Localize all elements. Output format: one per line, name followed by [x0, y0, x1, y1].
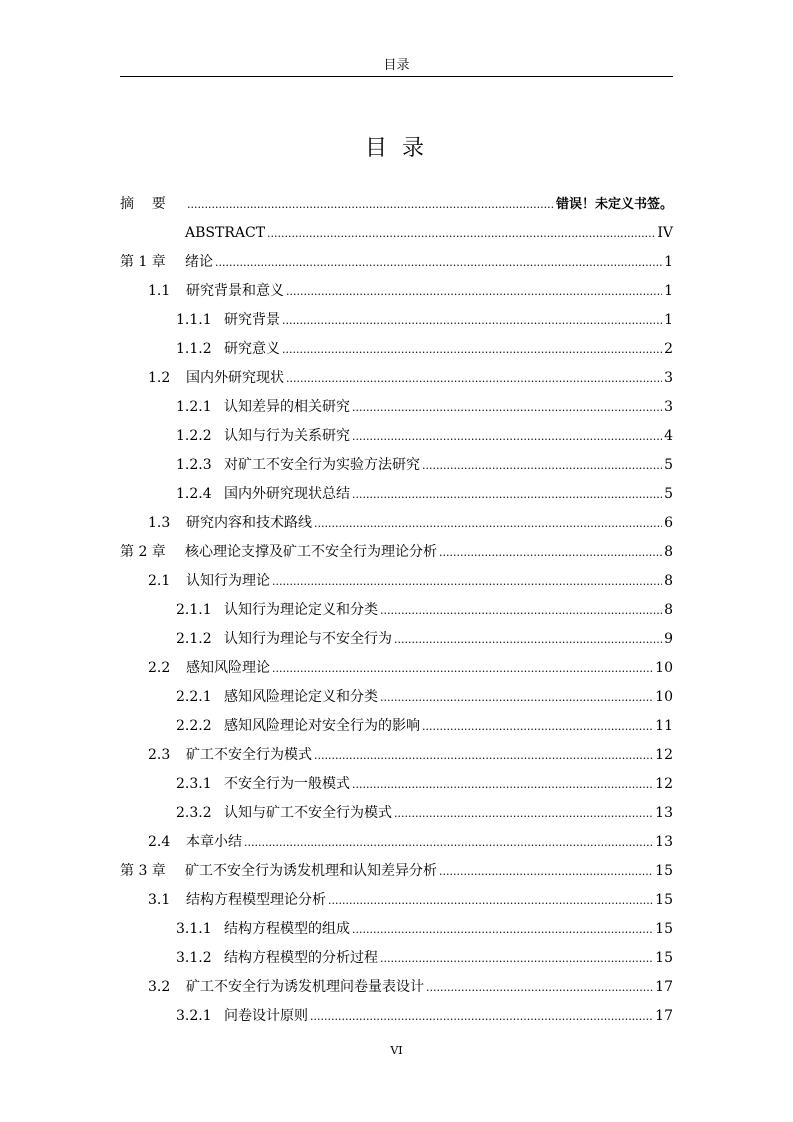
toc-entry-number: 1.2.3 [176, 457, 212, 473]
toc-entry[interactable] [120, 190, 673, 219]
toc-entry[interactable] [120, 567, 673, 596]
toc-entry-number: 2.1.1 [176, 602, 212, 618]
toc-entry-title: 核心理论支撑及矿工不安全行为理论分析 [185, 544, 437, 560]
toc-dot-leader [328, 886, 653, 915]
toc-entry-page: 1 [664, 283, 673, 299]
toc-entry-number: 2.1.2 [176, 631, 212, 647]
toc-entry-number: 3.1 [148, 892, 171, 908]
toc-dot-leader [314, 509, 662, 538]
toc-entry-title: 感知风险理论定义和分类 [224, 689, 378, 705]
toc-entry-number: 2.2.2 [176, 718, 212, 734]
toc-entry[interactable] [120, 741, 673, 770]
toc-entry-page: 4 [664, 428, 673, 444]
toc-entry-number: 3.2.1 [176, 1008, 212, 1024]
toc-entry-number: 第 1 章 [120, 254, 166, 270]
toc-entry-title: 结构方程模型理论分析 [186, 892, 326, 908]
toc-entry[interactable] [120, 596, 673, 625]
running-header: 目录 [383, 58, 410, 73]
toc-entry-page: 9 [664, 631, 673, 647]
toc-dot-leader [282, 335, 662, 364]
toc-entry-page: 10 [655, 660, 673, 676]
toc-entry-number: 1.2.4 [176, 486, 212, 502]
toc-entry-number: 2.3.1 [176, 776, 212, 792]
toc-entry-page: 6 [664, 515, 673, 531]
toc-entry-page: 1 [664, 254, 673, 270]
toc-dot-leader [394, 625, 662, 654]
toc-entry[interactable] [120, 306, 673, 335]
toc-entry[interactable] [120, 973, 673, 1002]
toc-entry-page: 15 [655, 921, 673, 937]
toc-dot-leader [352, 770, 653, 799]
toc-entry-page: 12 [655, 776, 673, 792]
toc-dot-leader [422, 451, 662, 480]
toc-dot-leader [244, 828, 653, 857]
toc-entry-title: 不安全行为一般模式 [224, 776, 350, 792]
toc-entry-title: 本章小结 [186, 834, 242, 850]
toc-entry-title: 矿工不安全行为模式 [186, 747, 312, 763]
toc-entry-page: 1 [664, 312, 673, 328]
toc-dot-leader [380, 944, 653, 973]
toc-entry-page: 17 [655, 1008, 673, 1024]
toc-entry-page: 5 [664, 486, 673, 502]
toc-entry-page: 8 [664, 602, 673, 618]
toc-entry-title: 矿工不安全行为诱发机理问卷量表设计 [186, 979, 424, 995]
toc-entry-title: 研究背景 [224, 312, 280, 328]
toc-entry-title: 对矿工不安全行为实验方法研究 [224, 457, 420, 473]
toc-entry-title: 结构方程模型的组成 [224, 921, 350, 937]
toc-entry-number: 1.2 [148, 370, 171, 386]
toc-entry-title: 认知与行为关系研究 [224, 428, 350, 444]
toc-entry-page: 17 [655, 979, 673, 995]
toc-entry-page: 3 [664, 370, 673, 386]
toc-dot-leader [439, 538, 662, 567]
toc-entry[interactable] [120, 277, 673, 306]
toc-entry-page: 15 [655, 892, 673, 908]
toc-entry-number: 摘 要 [120, 196, 166, 212]
toc-dot-leader [439, 857, 653, 886]
toc-entry[interactable] [120, 335, 673, 364]
toc-dot-leader [394, 799, 653, 828]
toc-entry-number: 2.3 [148, 747, 171, 763]
toc-dot-leader [310, 1002, 653, 1031]
toc-dot-leader [187, 190, 554, 219]
toc-entry-title: 矿工不安全行为诱发机理和认知差异分析 [185, 863, 437, 879]
toc-entry-number: 3.1.2 [176, 950, 212, 966]
toc-entry-title: 认知与矿工不安全行为模式 [224, 805, 392, 821]
toc-entry-number: 2.1 [148, 573, 171, 589]
toc-entry[interactable] [120, 538, 673, 567]
toc-entry-number: 2.2 [148, 660, 171, 676]
toc-entry-title: 国内外研究现状总结 [224, 486, 350, 502]
toc-dot-leader [352, 393, 662, 422]
toc-dot-leader [426, 973, 653, 1002]
toc-entry[interactable] [120, 219, 673, 248]
toc-entry-title: 认知行为理论与不安全行为 [224, 631, 392, 647]
toc-entry[interactable] [120, 828, 673, 857]
toc-entry-page: IV [657, 225, 673, 241]
toc-entry-page: 12 [655, 747, 673, 763]
toc-dot-leader [286, 277, 662, 306]
toc-dot-leader [267, 219, 655, 248]
toc-entry[interactable] [120, 886, 673, 915]
toc-entry-title: 认知差异的相关研究 [224, 399, 350, 415]
toc-entry-title: 认知行为理论 [186, 573, 270, 589]
toc-dot-leader [286, 364, 662, 393]
toc-entry[interactable] [120, 480, 673, 509]
toc-entry-title: 研究意义 [224, 341, 280, 357]
toc-entry[interactable] [120, 799, 673, 828]
toc-entry-number: 2.3.2 [176, 805, 212, 821]
toc-entry-title: 绪论 [185, 254, 213, 270]
toc-entry-page: 5 [664, 457, 673, 473]
toc-entry-title: 研究背景和意义 [186, 283, 284, 299]
toc-entry[interactable] [120, 625, 673, 654]
toc-entry[interactable] [120, 248, 673, 277]
toc-entry-title: 感知风险理论 [186, 660, 270, 676]
toc-entry-page: 13 [655, 834, 673, 850]
toc-entry-number: 3.1.1 [176, 921, 212, 937]
toc-entry[interactable] [120, 364, 673, 393]
toc-entry-number: 1.2.1 [176, 399, 212, 415]
toc-entry-number: 第 3 章 [120, 863, 166, 879]
toc-entry-page: 3 [664, 399, 673, 415]
toc-entry-page: 10 [655, 689, 673, 705]
header-rule [120, 76, 673, 77]
toc-entry-title: 感知风险理论对安全行为的影响 [224, 718, 420, 734]
page-number: VI [390, 1044, 403, 1057]
toc-entry-title: 研究内容和技术路线 [186, 515, 312, 531]
toc-entry[interactable] [120, 451, 673, 480]
toc-entry-title: 国内外研究现状 [186, 370, 284, 386]
toc-entry-number: 1.1.1 [176, 312, 212, 328]
toc-entry-page: 11 [655, 718, 673, 734]
toc-entry-number: 1.2.2 [176, 428, 212, 444]
toc-entry-number: 第 2 章 [120, 544, 166, 560]
toc-dot-leader [352, 480, 662, 509]
toc-entry[interactable] [120, 944, 673, 973]
toc-entry[interactable] [120, 915, 673, 944]
toc-entry[interactable] [120, 1002, 673, 1031]
page-title: 目 录 [365, 136, 428, 161]
toc-dot-leader [352, 915, 653, 944]
toc-entry[interactable] [120, 393, 673, 422]
toc-dot-leader [352, 422, 662, 451]
toc-entry[interactable] [120, 422, 673, 451]
toc-dot-leader [272, 654, 653, 683]
toc-entry[interactable] [120, 857, 673, 886]
toc-entry-title: ABSTRACT [185, 225, 266, 241]
toc-dot-leader [380, 683, 653, 712]
toc-entry-title: 认知行为理论定义和分类 [224, 602, 378, 618]
toc-entry-page: 13 [655, 805, 673, 821]
toc-dot-leader [282, 306, 662, 335]
toc-entry-page: 错误！未定义书签。 [555, 197, 673, 212]
toc-dot-leader [422, 712, 653, 741]
toc-entry-number: 2.4 [148, 834, 171, 850]
toc-entry[interactable] [120, 712, 673, 741]
toc-entry-title: 问卷设计原则 [224, 1008, 308, 1024]
toc-entry-page: 15 [655, 863, 673, 879]
toc-entry-number: 1.1 [148, 283, 171, 299]
toc-entry-number: 3.2 [148, 979, 171, 995]
toc-entry-page: 8 [664, 544, 673, 560]
toc-entry[interactable] [120, 509, 673, 538]
toc-entry[interactable] [120, 683, 673, 712]
toc-entry[interactable] [120, 770, 673, 799]
toc-dot-leader [215, 248, 662, 277]
toc-entry[interactable] [120, 654, 673, 683]
toc-entry-page: 15 [655, 950, 673, 966]
toc-dot-leader [380, 596, 662, 625]
table-of-contents [120, 190, 673, 1031]
toc-dot-leader [314, 741, 653, 770]
toc-entry-number: 2.2.1 [176, 689, 212, 705]
toc-entry-number: 1.1.2 [176, 341, 212, 357]
toc-dot-leader [272, 567, 662, 596]
toc-entry-page: 8 [664, 573, 673, 589]
toc-entry-page: 2 [664, 341, 673, 357]
toc-entry-number: 1.3 [148, 515, 171, 531]
toc-entry-title: 结构方程模型的分析过程 [224, 950, 378, 966]
